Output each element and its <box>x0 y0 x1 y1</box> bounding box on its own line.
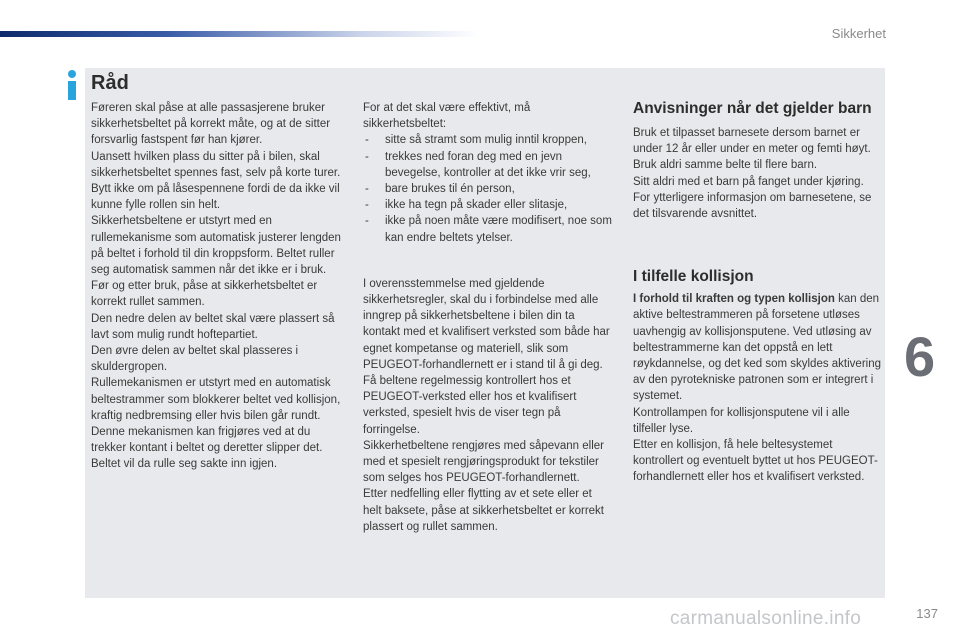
paragraph: Sitt aldri med et barn på fanget under kjøring. <box>633 175 864 188</box>
paragraph: Bruk et tilpasset barnesete dersom barnet er under 12 år eller under en meter og femti høyt. <box>633 127 871 156</box>
collision-heading: I tilfelle kollisjon <box>633 268 754 286</box>
paragraph: Den øvre delen av beltet skal plasseres i skuldergropen. <box>91 345 299 374</box>
paragraph: Føreren skal påse at alle passasjerene bruker sikkerhetsbeltet på korrekt måte, og at de sitter forsvarlig fastspent før han kjører. <box>91 102 331 147</box>
list-intro: For at det skal være effektivt, må sikkerhetsbeltet: <box>363 102 531 131</box>
paragraph <box>633 291 881 404</box>
watermark-text: carmanualsonline.info <box>670 608 862 629</box>
chapter-number: 6 <box>904 325 936 388</box>
list-item: - trekkes ned foran deg med en jevn bevegelse, kontroller at det ikke vrir seg, <box>363 149 613 181</box>
info-icon <box>64 70 80 100</box>
bold-lead: I forhold til kraften og typen kollisjon <box>633 293 835 306</box>
list-item: - ikke ha tegn på skader eller slitasje, <box>363 197 613 213</box>
paragraph: Den nedre delen av beltet skal være plassert så lavt som mulig rundt hoftepartiet. <box>91 312 335 341</box>
paragraph: Rullemekanismen er utstyrt med en automatisk beltestrammer som blokkerer beltet ved kollisjon, kraftig nedbremsing eller hvis bilen går rundt. Denne mekanismen kan frigjøres ved at du trekker kontant i beltet og deretter slipper det. Beltet vil da rulle seg sakte inn igjen. <box>91 377 341 471</box>
list-item: - ikke på noen måte være modifisert, noe som kan endre beltets ytelser. <box>363 213 613 245</box>
paragraph: Etter en kollisjon, få hele beltesystemet kontrollert og eventuelt byttet ut hos PEUGEOT-forhandlernett eller hos et kvalifisert verksted. <box>633 439 878 484</box>
paragraph: For ytterligere informasjon om barnesetene, se det tilsvarende avsnittet. <box>633 191 872 221</box>
page-number: 137 <box>916 606 938 621</box>
children-heading: Anvisninger når det gjelder barn <box>633 100 872 117</box>
column-3 <box>633 100 881 486</box>
paragraph: Bytt ikke om på låsespennene fordi de da ikke vil kunne fylle rollen sin helt. <box>91 183 340 212</box>
paragraph: Få beltene regelmessig kontrollert hos et PEUGEOT-verksted eller hos et kvalifisert verksted, spesielt hvis de viser tegn på forringelse. <box>363 375 577 436</box>
list-item: - bare brukes til én person, <box>363 181 613 197</box>
paragraph: Sikkerhetsbeltene er utstyrt med en rullemekanisme som automatisk justerer lengden på beltet i forhold til din kroppsform. Beltet ruller seg automatisk sammen når det ikke er i bruk. <box>91 215 341 277</box>
paragraph: I overensstemmelse med gjeldende sikkerhetsregler, skal du i forbindelse med alle inngrep på sikkerhetsbeltene i bilen din ta kontakt med et kvalifisert verksted som både har egnet kompetanse og materiell, slik som PEUGEOT-forhandlernett er i stand til å gi deg. <box>363 277 610 371</box>
list-item: - sitte så stramt som mulig inntil kroppen, <box>363 132 613 148</box>
paragraph: Etter nedfelling eller flytting av et sete eller et helt baksete, påse at sikkerhetsbeltet er korrekt plassert og rullet sammen. <box>363 488 604 533</box>
paragraph: Sikkerhetbeltene rengjøres med såpevann eller med et spesielt rengjøringsprodukt for tekstiler som selges hos PEUGEOT-forhandlernett. <box>363 439 604 485</box>
section-title: Sikkerhet <box>831 26 886 41</box>
paragraph: Kontrollampen for kollisjonsputene vil i alle tilfeller lyse. <box>633 406 850 435</box>
lead-rest: kan den aktive beltestrammeren på forsetene utløses uavhengig av kollisjonsputene. Ved utløsing av beltestrammerne kan det oppstå en lett røykdannelse, og det ked som skyldes aktivering av den pyrotekniske patronen som er integrert i systemet. <box>633 293 882 403</box>
page-heading: Råd <box>91 72 129 94</box>
paragraph: Før og etter bruk, påse at sikkerhetsbeltet er korrekt rullet sammen. <box>91 280 318 309</box>
column-1 <box>91 100 344 473</box>
requirements-list <box>363 132 613 245</box>
paragraph: Uansett hvilken plass du sitter på i bilen, skal sikkerhetsbeltet spennes fast, selv på korte turer. <box>91 150 341 179</box>
header-accent-bar <box>0 31 480 37</box>
column-2 <box>363 100 613 535</box>
paragraph: Bruk aldri samme belte til flere barn. <box>633 159 818 172</box>
